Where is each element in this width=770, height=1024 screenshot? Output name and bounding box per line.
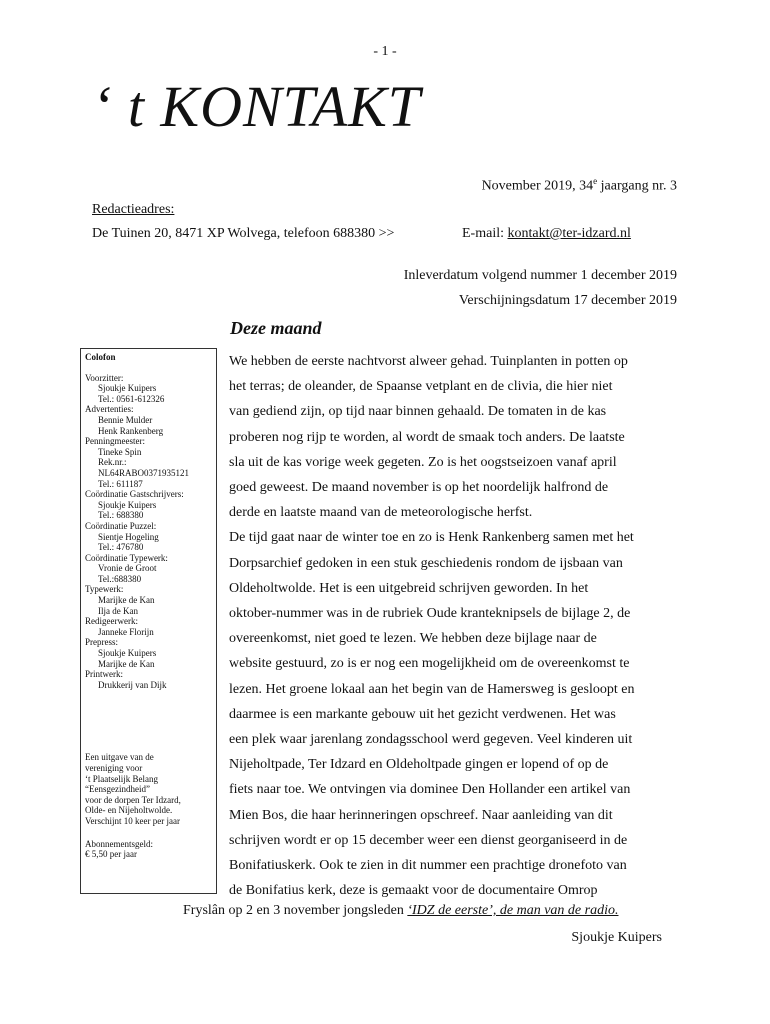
body-line: van gediend zijn, op tijd naar binnen gehaald. De tomaten in de kas [229,404,607,420]
colofon-entries [85,373,212,691]
colofon-role: Voorzitter: [85,372,124,383]
colofon-box [80,348,217,894]
body-line: sla uit de kas vorige week gegeten. Zo is het oogstseizoen vanaf april [229,454,617,470]
last-line-text: Fryslân op 2 en 3 november jongsleden [183,903,408,918]
publisher-line: voor de dorpen Ter Idzard, [85,794,181,805]
colofon-role: Coördinatie Puzzel: [85,520,157,531]
colofon-detail: Bennie Mulder [98,414,153,425]
colofon-detail: Vronie de Groot [98,563,157,574]
colofon-detail: Ilja de Kan [98,605,138,616]
subscription-line: € 5,50 per jaar [85,849,137,860]
colofon-role: Coördinatie Gastschrijvers: [85,489,184,500]
body-line: Dorpsarchief gedoken in een stuk geschiedenis rondom de ijsbaan van [229,555,623,571]
colofon-title: Colofon [85,352,116,362]
publisher-line: vereniging voor [85,763,143,773]
body-line: de Bonifatius kerk, deze is gemaakt voor de documentaire Omrop [229,883,598,899]
body-line: overeenkomst, niet goed te lezen. We hebben deze bijlage naar de [229,631,597,647]
issue-date: November 2019, 34 [481,178,594,194]
body-line: daarmee is een markante gebouw uit het gezicht verdwenen. Het was [229,706,616,722]
colofon-detail: Henk Rankenberg [98,425,164,436]
body-line: Nijeholtpade, Ter Idzard en Oldeholtpade gingen er lopend of op de [229,757,609,773]
colofon-detail: Sjoukje Kuipers [98,383,157,394]
colofon-publisher [85,752,212,826]
colofon-detail: Sjoukje Kuipers [98,648,157,659]
colofon-detail: Tel.: 0561-612326 [98,393,165,404]
colofon-role: Typewerk: [85,584,124,595]
publisher-line: “Eensgezindheid” [85,784,150,795]
body-line: Bonifatiuskerk. Ook te zien in dit nummer een prachtige dronefoto van [229,858,627,874]
body-line: goed geweest. De maand november is op het noordelijk halfrond de [229,480,609,496]
publisher-line: Olde- en Nijeholtwolde. [85,805,173,816]
body-line: lezen. Het groene lokaal aan het begin van de Hamersweg is gesloopt en [229,681,635,697]
redactie-label: Redactieadres: [92,202,175,217]
section-heading: Deze maand [230,318,322,338]
body-line: De tijd gaat naar de winter toe en zo is Henk Rankenberg samen met het [229,530,634,546]
body-line: een plek waar jarenlang zondagsschool werd gegeven. Veel kinderen uit [229,732,633,748]
colofon-detail: Tineke Spin [98,446,142,457]
colofon-detail: NL64RABO0371935121 [98,467,190,478]
colofon-detail: Tel.: 611187 [98,478,143,489]
colofon-detail: Tel.: 688380 [98,510,144,521]
colofon-detail: Marijke de Kan [98,658,155,669]
body-line: proberen nog rijp te worden, al wordt de smaak toch anders. De laatste [229,429,625,445]
body-line: We hebben de eerste nachtvorst alweer gehad. Tuinplanten in potten op [229,354,628,369]
newsletter-title: ‘ t KONTAKT [92,74,422,139]
body-line: oktober-nummer was in de rubriek Oude kranteknipsels de bijlage 2, de [229,606,631,622]
body-line: Mien Bos, die haar herinneringen opschreef. Naar aanleiding van dit [229,807,613,823]
body-line: Oldeholtwolde. Het is een uitgebreid schrijven geworden. In het [229,580,589,596]
radio-article-reference: ‘IDZ de eerste’, de man van de radio. [407,903,619,918]
colofon-detail: Sjoukje Kuipers [98,499,157,510]
colofon-role: Redigeerwerk: [85,616,138,627]
colofon-detail: Rek.nr.: [98,457,127,468]
colofon-role: Advertenties: [85,404,134,415]
colofon-detail: Marijke de Kan [98,595,155,606]
issue-info [482,176,677,195]
colofon-detail: Sientje Hogeling [98,531,159,542]
email-label: E-mail: [462,226,508,241]
colofon-detail: Tel.: 476780 [98,542,144,553]
publisher-line: Een uitgave van de [85,752,154,763]
email-line [462,226,631,242]
issue-superscript: e [593,176,598,186]
body-line: schrijven wordt er op 15 december weer een dienst georganiseerd in de [229,832,628,848]
colofon-detail: Tel.:688380 [98,573,142,584]
colofon-detail: Drukkerij van Dijk [98,679,167,690]
body-line: derde en laatste maand van de meteorologische herfst. [229,505,533,521]
publication-date: Verschijningsdatum 17 december 2019 [458,293,677,308]
email-link[interactable]: kontakt@ter-idzard.nl [507,226,631,241]
colofon-subscription [85,839,212,860]
colofon-role: Printwerk: [85,669,123,680]
redactie-address: De Tuinen 20, 8471 XP Wolvega, telefoon 688380 >> [92,226,395,241]
body-line: het terras; de oleander, de Spaanse vetplant en de clivia, die hier niet [229,379,613,395]
colofon-role: Prepress: [85,637,118,648]
article-body [229,349,676,903]
page-number: - 1 - [373,44,397,59]
publisher-line: Verschijnt 10 keer per jaar [85,815,180,826]
publisher-line: ‘t Plaatselijk Belang [85,773,158,784]
subscription-line: Abonnementsgeld: [85,838,153,849]
colofon-detail: Janneke Florijn [98,626,154,637]
article-last-line [183,903,618,919]
body-line: fiets naar toe. We ontvingen via dominee Den Hollander een artikel van [229,782,631,798]
body-line: website gestuurd, zo is er nog een mogelijkheid om de overeenkomst te [229,656,630,672]
colofon-role: Penningmeester: [85,436,145,447]
issue-volume: jaargang nr. 3 [597,178,677,194]
author-signature: Sjoukje Kuipers [571,930,662,945]
colofon-role: Coördinatie Typewerk: [85,552,168,563]
deadline-date: Inleverdatum volgend nummer 1 december 2019 [403,268,677,283]
